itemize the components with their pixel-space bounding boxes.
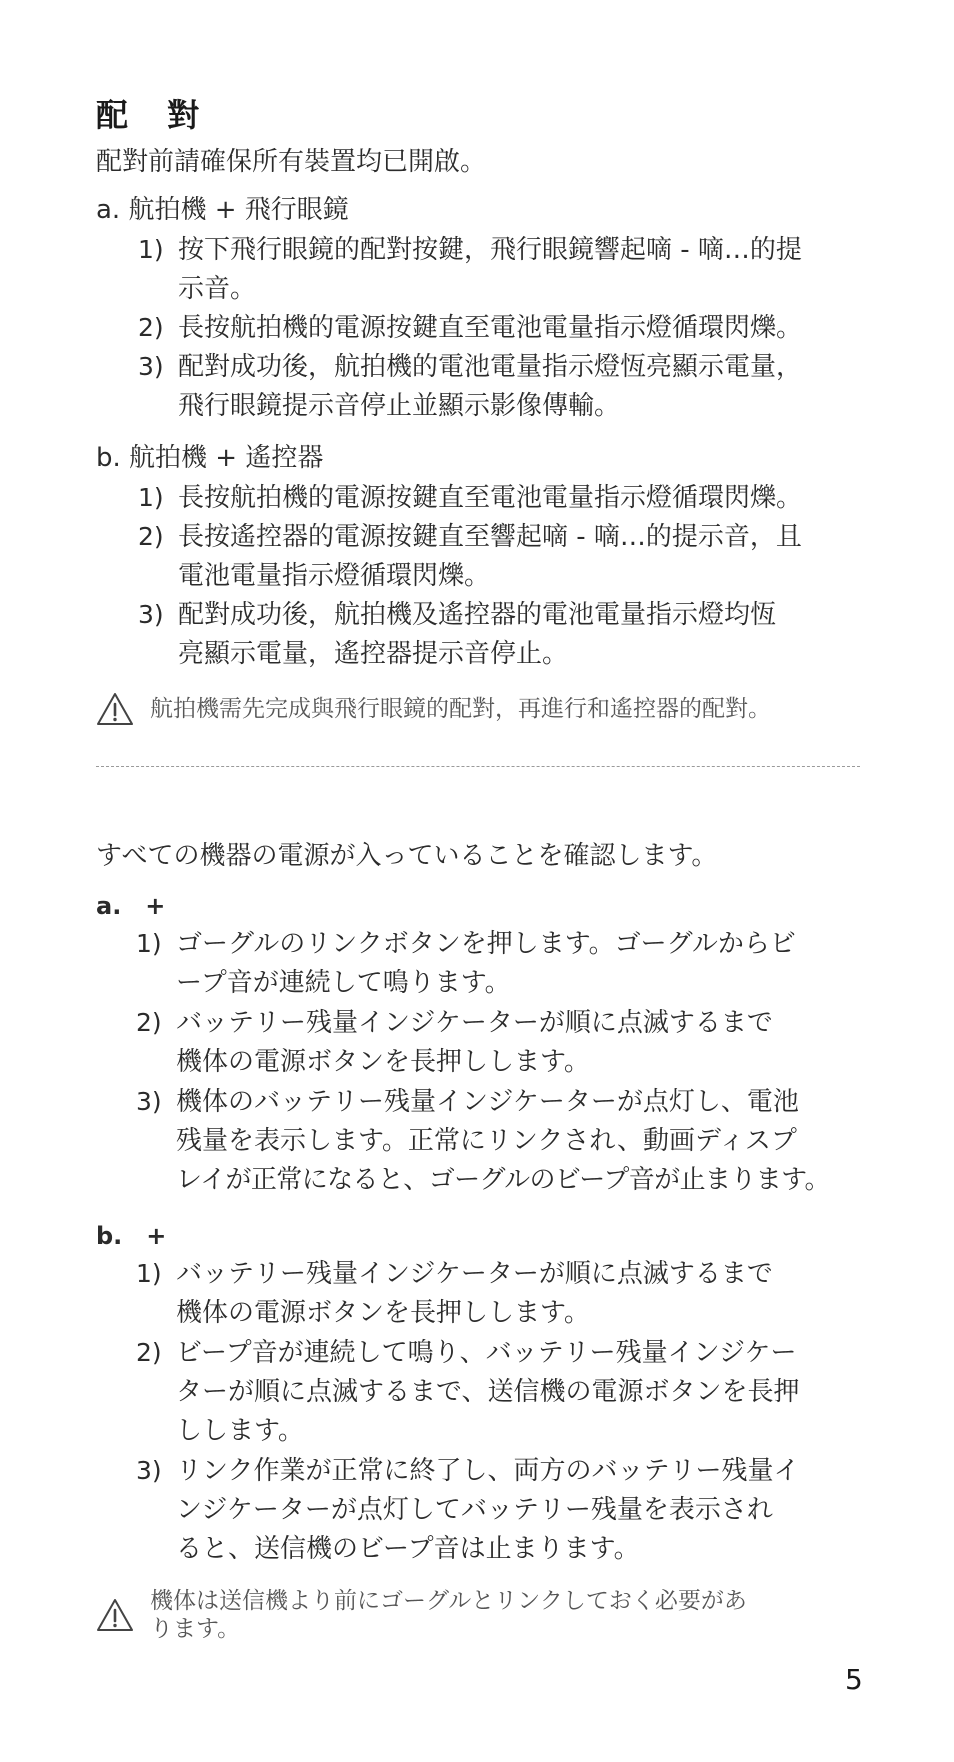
- ja-a-step-1-line-2: ープ音が連続して鳴ります。: [176, 968, 511, 998]
- zh-section-a-heading: a. 航拍機 + 飛行眼鏡: [96, 195, 349, 225]
- zh-b-step-2-line-2: 電池電量指示燈循環閃爍。: [178, 561, 491, 591]
- zh-a-step-2-line-1: 長按航拍機的電源按鍵直至電池電量指示燈循環閃爍。: [178, 313, 803, 343]
- ja-a-step-2-line-2: 機体の電源ボタンを長押しします。: [176, 1047, 590, 1077]
- ja-caution-line-2: ります。: [150, 1616, 241, 1642]
- zh-a-step-3-number: 3): [138, 352, 164, 381]
- ja-b-step-1-line-1: バッテリー残量インジケーターが順に点滅するまで: [176, 1259, 773, 1289]
- ja-a-step-2-number: 2): [136, 1008, 162, 1037]
- zh-b-step-3-number: 3): [138, 600, 164, 629]
- ja-a-step-3-number: 3): [136, 1087, 162, 1116]
- ja-b-step-2-line-2: ターが順に点滅するまで、送信機の電源ボタンを長押: [176, 1377, 800, 1407]
- zh-a-step-1-line-2: 示音。: [178, 274, 257, 304]
- ja-b-step-1-number: 1): [136, 1259, 162, 1288]
- ja-b-step-3-line-3: ると、送信機のビープ音は止まります。: [176, 1534, 640, 1564]
- zh-b-step-1-line-1: 長按航拍機的電源按鍵直至電池電量指示燈循環閃爍。: [178, 483, 803, 513]
- zh-a-step-1-line-1: 按下飛行眼鏡的配對按鍵，飛行眼鏡響起嘀 - 嘀…的提: [178, 235, 802, 265]
- ja-a-step-1-number: 1): [136, 929, 162, 958]
- ja-b-step-3-line-2: ンジケーターが点灯してバッテリー残量を表示され: [176, 1495, 773, 1525]
- zh-b-step-3-line-1: 配對成功後，航拍機及遙控器的電池電量指示燈均恆: [178, 600, 777, 630]
- section-title: 配 對: [96, 96, 214, 134]
- zh-a-step-3-line-2: 飛行眼鏡提示音停止並顯示影像傳輸。: [178, 391, 621, 421]
- ja-b-step-2-line-1: ビープ音が連続して鳴り、バッテリー残量インジケー: [176, 1338, 797, 1368]
- warning-icon: [96, 1598, 134, 1632]
- ja-section-b-heading: b. +: [96, 1222, 167, 1250]
- ja-a-step-3-line-1: 機体のバッテリー残量インジケーターが点灯し、電池: [176, 1087, 799, 1117]
- zh-a-step-2-number: 2): [138, 313, 164, 342]
- zh-b-step-1-number: 1): [138, 483, 164, 512]
- ja-section-a-heading: a. +: [96, 892, 166, 920]
- zh-b-step-2-line-1: 長按遙控器的電源按鍵直至響起嘀 - 嘀…的提示音，且: [178, 522, 802, 552]
- ja-intro: すべての機器の電源が入っていることを確認します。: [96, 841, 718, 871]
- ja-caution-line-1: 機体は送信機より前にゴーグルとリンクしておく必要があ: [150, 1588, 747, 1614]
- section-divider: [96, 766, 860, 767]
- zh-b-step-2-number: 2): [138, 522, 164, 551]
- ja-a-step-3-line-3: レイが正常になると、ゴーグルのビープ音が止まります。: [176, 1165, 830, 1195]
- zh-a-step-3-line-1: 配對成功後，航拍機的電池電量指示燈恆亮顯示電量，: [178, 352, 803, 382]
- ja-a-step-1-line-1: ゴーグルのリンクボタンを押します。ゴーグルからビ: [176, 929, 796, 959]
- zh-caution-text: 航拍機需先完成與飛行眼鏡的配對，再進行和遙控器的配對。: [150, 696, 771, 722]
- ja-b-step-2-line-3: しします。: [176, 1416, 304, 1446]
- warning-icon: [96, 692, 134, 726]
- ja-a-step-2-line-1: バッテリー残量インジケーターが順に点滅するまで: [176, 1008, 773, 1038]
- ja-b-step-1-line-2: 機体の電源ボタンを長押しします。: [176, 1298, 590, 1328]
- ja-b-step-2-number: 2): [136, 1338, 162, 1367]
- ja-b-step-3-number: 3): [136, 1456, 162, 1485]
- zh-a-step-1-number: 1): [138, 235, 164, 264]
- ja-b-step-3-line-1: リンク作業が正常に終了し、両方のバッテリー残量イ: [176, 1456, 800, 1486]
- page-number: 5: [845, 1663, 863, 1696]
- zh-intro: 配對前請確保所有裝置均已開啟。: [96, 147, 487, 177]
- zh-section-b-heading: b. 航拍機 + 遙控器: [96, 443, 324, 473]
- zh-b-step-3-line-2: 亮顯示電量，遙控器提示音停止。: [178, 639, 569, 669]
- ja-a-step-3-line-2: 残量を表示します。正常にリンクされ、動画ディスプ: [176, 1126, 797, 1156]
